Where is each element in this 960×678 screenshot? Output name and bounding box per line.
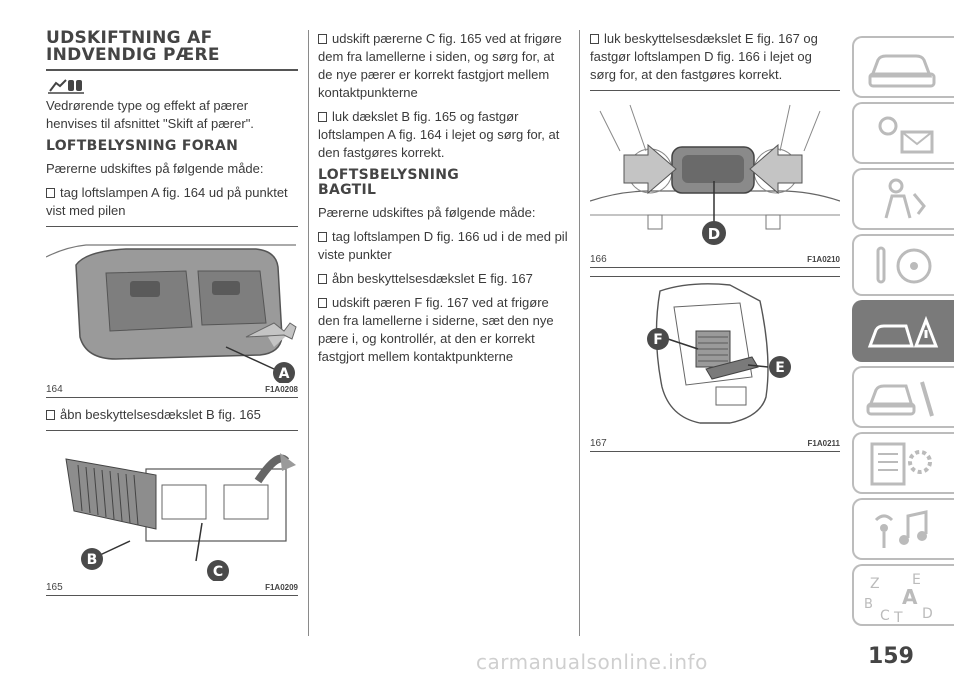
- step-item: åbn beskyttelsesdækslet B fig. 165: [46, 406, 298, 424]
- checkbox-bullet-icon: [46, 188, 55, 198]
- figure-code: F1A0209: [265, 583, 298, 592]
- figure-165: [46, 430, 298, 596]
- index-letter: B: [864, 597, 873, 612]
- column-divider: [579, 30, 580, 636]
- index-letter: E: [912, 572, 921, 588]
- technical-data-icon: [862, 438, 942, 490]
- page-title-line-1: UDSKIFTNING AF: [46, 28, 213, 48]
- label-b: B: [86, 552, 98, 568]
- tab-index[interactable]: [852, 564, 954, 626]
- figure-code: F1A0211: [807, 439, 840, 448]
- bulb-symbol-icon: [46, 77, 298, 95]
- step-item: tag loftslampen A fig. 164 ud på punktet vist med pilen: [46, 185, 288, 218]
- step-item: udskift pærerne C fig. 165 ved at frigøre dem fra lamellerne i siden, og sørg for, at de nye pærer er korrekt fastgjort mellem kontaktpunkterne: [318, 31, 562, 100]
- index-letter: A: [902, 585, 918, 609]
- column-3: [590, 30, 840, 460]
- checkbox-bullet-icon: [318, 34, 327, 44]
- index-letter: T: [894, 610, 903, 626]
- index-letter: C: [880, 608, 890, 624]
- section-title-rear-line-2: BAGTIL: [318, 182, 377, 198]
- tab-maintenance[interactable]: [852, 366, 954, 428]
- page-number: 159: [868, 644, 914, 669]
- tab-multimedia[interactable]: [852, 498, 954, 560]
- step-item: åbn beskyttelsesdækslet E fig. 167: [318, 270, 571, 288]
- label-d: D: [707, 225, 721, 243]
- chapter-sidebar: [852, 0, 960, 678]
- index-letter: D: [922, 606, 933, 622]
- tab-emergency[interactable]: [852, 300, 954, 362]
- dashboard-car-icon: [862, 42, 942, 94]
- tab-warning-lights[interactable]: [852, 102, 954, 164]
- step-item: tag loftslampen D fig. 166 ud i de med pil viste punkter: [318, 229, 568, 262]
- maintenance-icon: [862, 372, 942, 424]
- safety-icon: [862, 174, 942, 226]
- section-title-rear: [318, 168, 571, 198]
- label-f: F: [653, 332, 663, 348]
- checkbox-bullet-icon: [318, 298, 327, 308]
- rear-lamp-open-illustration: [590, 277, 840, 435]
- step-item: udskift pæren F fig. 167 ved at frigøre den fra lamellerne i siderne, sæt den nye pære i, og kontrollér, at den er korrekt fastgjort mellem kontaktpunkterne: [318, 295, 554, 364]
- column-2: [318, 30, 571, 372]
- figure-166: [590, 90, 840, 268]
- checkbox-bullet-icon: [46, 410, 55, 420]
- rear-lead-text: Pærerne udskiftes på følgende måde:: [318, 205, 536, 220]
- emergency-icon: [862, 306, 942, 358]
- figure-number: 164: [46, 384, 63, 395]
- tab-dashboard[interactable]: [852, 36, 954, 98]
- column-divider: [308, 30, 309, 636]
- starting-driving-icon: [862, 240, 942, 292]
- figure-164: [46, 226, 298, 398]
- page-title: [46, 30, 298, 64]
- multimedia-icon: [862, 504, 942, 556]
- tab-safety[interactable]: [852, 168, 954, 230]
- page-title-line-2: INDVENDIG PÆRE: [46, 45, 220, 65]
- section-title-front: LOFTBELYSNING FORAN: [46, 138, 239, 154]
- column-1: [46, 30, 298, 604]
- tab-technical-data[interactable]: [852, 432, 954, 494]
- checkbox-bullet-icon: [318, 274, 327, 284]
- index-icon: [862, 570, 942, 626]
- step-item: luk dækslet B fig. 165 og fastgør loftslampen A fig. 164 i lejet og sørg for, at den fastgøres korrekt.: [318, 109, 560, 160]
- tab-starting-driving[interactable]: [852, 234, 954, 296]
- rear-lamp-illustration: [590, 91, 840, 253]
- checkbox-bullet-icon: [318, 232, 327, 242]
- title-rule: [46, 69, 298, 71]
- intro-text: Vedrørende type og effekt af pærer henvises til afsnittet "Skift af pærer".: [46, 98, 254, 131]
- section-title-rear-line-1: LOFTSBELYSNING: [318, 167, 460, 183]
- front-lamp-open-illustration: [46, 431, 298, 581]
- checkbox-bullet-icon: [590, 34, 599, 44]
- figure-number: 166: [590, 254, 607, 265]
- figure-number: 167: [590, 438, 607, 449]
- label-a: A: [278, 366, 290, 382]
- label-e: E: [775, 360, 785, 376]
- front-lamp-illustration: [46, 227, 298, 383]
- figure-167: [590, 276, 840, 452]
- watermark: carmanualsonline.info: [476, 650, 708, 674]
- warning-lights-icon: [862, 108, 942, 160]
- figure-code: F1A0210: [807, 255, 840, 264]
- label-c: C: [212, 564, 224, 580]
- checkbox-bullet-icon: [318, 112, 327, 122]
- step-item: luk beskyttelsesdækslet E fig. 167 og fastgør loftslampen D fig. 166 i lejet og sørg for, at den fastgøres korrekt.: [590, 31, 818, 82]
- index-letter: Z: [870, 576, 880, 592]
- figure-code: F1A0208: [265, 385, 298, 394]
- front-lead-text: Pærerne udskiftes på følgende måde:: [46, 161, 264, 176]
- figure-number: 165: [46, 582, 63, 593]
